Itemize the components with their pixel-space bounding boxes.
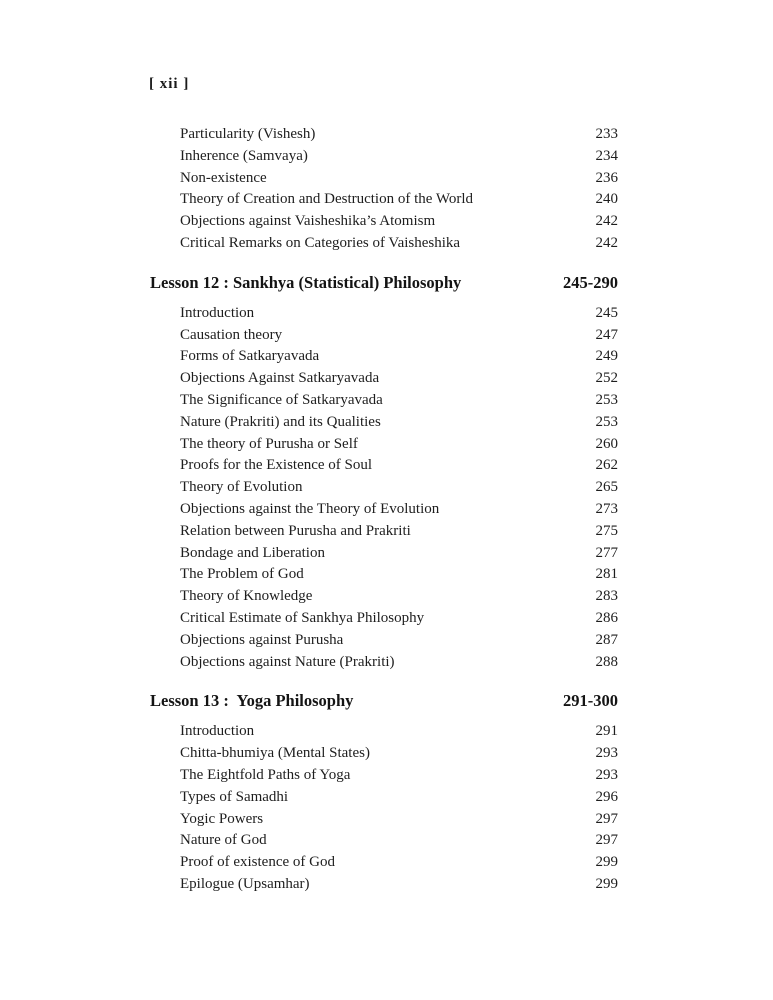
entry-label: Objections against Nature (Prakriti) bbox=[180, 653, 395, 670]
entry-label: Proofs for the Existence of Soul bbox=[180, 457, 373, 474]
entry-label: Objections Against Satkaryavada bbox=[180, 370, 380, 387]
entry-page-number: 262 bbox=[595, 457, 618, 474]
lesson-page-range: 245-290 bbox=[563, 272, 618, 292]
entry-page-number: 275 bbox=[595, 522, 618, 539]
entry-label: Objections against Vaisheshika’s Atomism bbox=[180, 213, 436, 230]
entry-page-number: 277 bbox=[595, 544, 618, 561]
toc-entry bbox=[180, 543, 618, 565]
entry-label: Theory of Knowledge bbox=[180, 588, 313, 605]
entry-page-number: 287 bbox=[595, 631, 618, 648]
toc-section bbox=[150, 271, 618, 674]
entry-page-number: 281 bbox=[595, 566, 618, 583]
entry-page-number: 299 bbox=[595, 875, 618, 892]
entry-label: Inherence (Samvaya) bbox=[180, 147, 308, 164]
entry-page-number: 265 bbox=[595, 479, 618, 496]
toc-entry bbox=[180, 608, 618, 630]
entry-page-number: 240 bbox=[595, 191, 618, 208]
page-folio-number: [ xii ] bbox=[149, 76, 190, 92]
toc-entry bbox=[180, 721, 618, 743]
toc-entry bbox=[180, 168, 618, 190]
entry-label: Theory of Creation and Destruction of the World bbox=[180, 191, 474, 208]
toc-entry bbox=[180, 303, 618, 325]
entry-page-number: 273 bbox=[595, 500, 618, 517]
entry-page-number: 236 bbox=[595, 169, 618, 186]
entry-label: Non-existence bbox=[180, 169, 267, 186]
entry-label: Introduction bbox=[180, 723, 255, 740]
entry-page-number: 286 bbox=[595, 609, 618, 626]
lesson-heading bbox=[150, 271, 618, 295]
toc-entry bbox=[180, 124, 618, 146]
entry-page-number: 245 bbox=[595, 304, 618, 321]
toc-entry bbox=[180, 787, 618, 809]
toc-entry bbox=[180, 434, 618, 456]
toc bbox=[150, 124, 618, 896]
entry-page-number: 260 bbox=[595, 435, 618, 452]
entry-label: Critical Remarks on Categories of Vaisheshika bbox=[180, 234, 461, 251]
entry-page-number: 234 bbox=[595, 147, 618, 164]
entry-list bbox=[150, 124, 618, 255]
toc-entry bbox=[180, 412, 618, 434]
toc-entry bbox=[180, 455, 618, 477]
toc-section bbox=[150, 124, 618, 255]
entry-label: Proof of existence of God bbox=[180, 854, 335, 871]
entry-page-number: 242 bbox=[595, 234, 618, 251]
toc-entry bbox=[180, 146, 618, 168]
entry-label: Relation between Purusha and Prakriti bbox=[180, 522, 411, 539]
toc-entry bbox=[180, 189, 618, 211]
toc-entry bbox=[180, 809, 618, 831]
entry-page-number: 288 bbox=[595, 653, 618, 670]
entry-label: Epilogue (Upsamhar) bbox=[180, 875, 310, 892]
toc-entry bbox=[180, 346, 618, 368]
entry-label: Chitta-bhumiya (Mental States) bbox=[180, 745, 370, 762]
entry-label: Yogic Powers bbox=[180, 810, 264, 827]
entry-list bbox=[150, 303, 618, 674]
toc-entry bbox=[180, 586, 618, 608]
entry-label: The Eightfold Paths of Yoga bbox=[180, 766, 351, 783]
entry-label: Objections against the Theory of Evolution bbox=[180, 500, 440, 517]
entry-label: Nature (Prakriti) and its Qualities bbox=[180, 413, 381, 430]
entry-page-number: 233 bbox=[595, 126, 618, 142]
entry-page-number: 299 bbox=[595, 854, 618, 871]
entry-page-number: 253 bbox=[595, 413, 618, 430]
toc-entry bbox=[180, 830, 618, 852]
toc-entry bbox=[180, 390, 618, 412]
toc-entry bbox=[180, 852, 618, 874]
entry-list bbox=[150, 721, 618, 895]
toc-entry bbox=[180, 630, 618, 652]
toc-entry bbox=[180, 211, 618, 233]
entry-label: Nature of God bbox=[180, 832, 267, 849]
toc-entry bbox=[180, 564, 618, 586]
entry-label: The Significance of Satkaryavada bbox=[180, 391, 383, 408]
toc-entry bbox=[180, 325, 618, 347]
entry-label: Critical Estimate of Sankhya Philosophy bbox=[180, 609, 425, 626]
entry-page-number: 242 bbox=[595, 213, 618, 230]
toc-entry bbox=[180, 765, 618, 787]
toc-entry bbox=[180, 521, 618, 543]
entry-label: Particularity (Vishesh) bbox=[180, 126, 316, 142]
toc-entry bbox=[180, 743, 618, 765]
toc-entry bbox=[180, 477, 618, 499]
toc-section bbox=[150, 689, 618, 895]
toc-entry bbox=[180, 368, 618, 390]
lesson-heading bbox=[150, 689, 618, 713]
lesson-page-range: 291-300 bbox=[563, 691, 618, 711]
toc-entry bbox=[180, 874, 618, 896]
entry-label: Causation theory bbox=[180, 326, 283, 343]
toc-entry bbox=[180, 233, 618, 255]
entry-label: Forms of Satkaryavada bbox=[180, 348, 320, 365]
lesson-title: Lesson 13 : Yoga Philosophy bbox=[150, 691, 354, 711]
entry-page-number: 297 bbox=[595, 832, 618, 849]
lesson-title: Lesson 12 : Sankhya (Statistical) Philosophy bbox=[150, 272, 462, 292]
entry-page-number: 293 bbox=[595, 745, 618, 762]
entry-page-number: 297 bbox=[595, 810, 618, 827]
entry-page-number: 247 bbox=[595, 326, 618, 343]
entry-label: The theory of Purusha or Self bbox=[180, 435, 358, 452]
entry-label: Types of Samadhi bbox=[180, 788, 289, 805]
entry-label: Bondage and Liberation bbox=[180, 544, 325, 561]
toc-entry bbox=[180, 652, 618, 674]
toc-entry bbox=[180, 499, 618, 521]
entry-page-number: 296 bbox=[595, 788, 618, 805]
entry-page-number: 249 bbox=[595, 348, 618, 365]
entry-label: The Problem of God bbox=[180, 566, 304, 583]
entry-label: Introduction bbox=[180, 304, 255, 321]
entry-page-number: 283 bbox=[595, 588, 618, 605]
entry-page-number: 253 bbox=[595, 391, 618, 408]
entry-page-number: 293 bbox=[595, 766, 618, 783]
entry-label: Theory of Evolution bbox=[180, 479, 303, 496]
entry-label: Objections against Purusha bbox=[180, 631, 344, 648]
entry-page-number: 252 bbox=[595, 370, 618, 387]
entry-page-number: 291 bbox=[595, 723, 618, 740]
